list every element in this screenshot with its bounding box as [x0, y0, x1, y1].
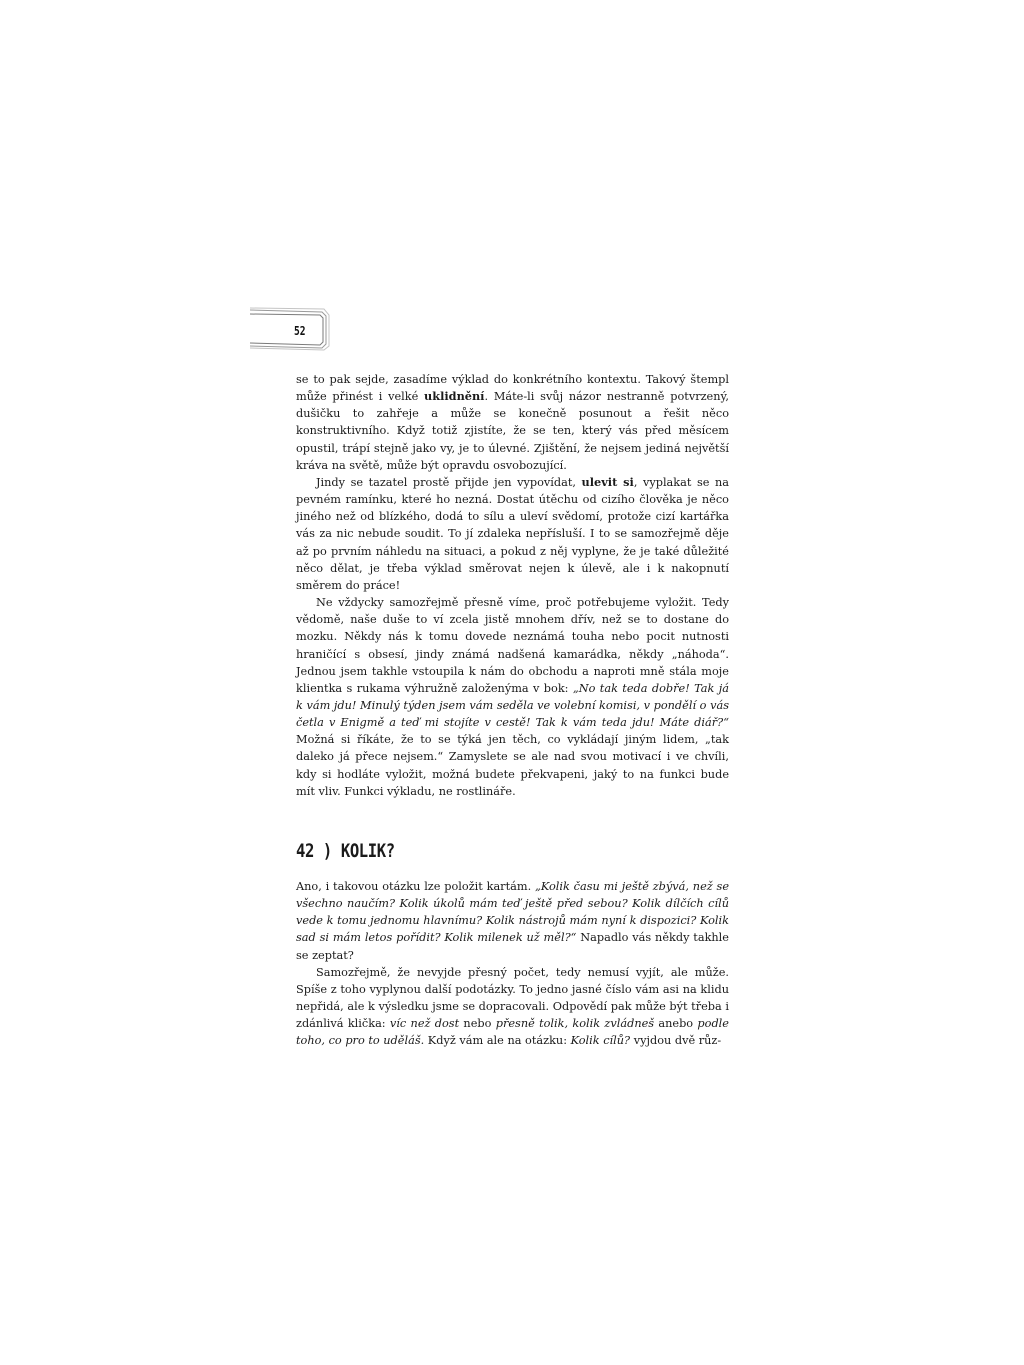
paragraph: Jindy se tazatel prostě přijde jen vypovídat, ulevit si, vyplakat se na pevném ramínku, které ho nezná. Dostat útěchu od cizího člověka je něco jiného než od blízkého, dodá to sílu a uleví svědomí, protože cizí kartářka vás za nic nebude soudit. To jí zdaleka nepřísluší. I to se samozřejmě děje až po prvním náhledu na situaci, a pokud z něj vyplyne, že je také důležité něco dělat, je třeba výklad směrovat nejen k úlevě, ale i k nakopnutí směrem do práce!	[296, 474, 729, 592]
paragraph: Ano, i takovou otázku lze položit kartám. „Kolik času mi ještě zbývá, než se všechno naučím? Kolik úkolů mám teď ještě před sebou? Kolik dílčích cílů vede k tomu jednomu hlavnímu? Kolik nástrojů mám nyní k dispozici? Kolik sad si mám letos pořídit? Kolik milenek už měl?“ Napadlo vás někdy takhle se zeptat?	[296, 880, 730, 962]
page-tab-icon	[250, 306, 334, 354]
paragraph: se to pak sejde, zasadíme výklad do konkrétního kontextu. Takový štempl může přinést i velké uklidnění. Máte-li svůj názor nestranně potvrzený, dušičku to zahřeje a může se konečně posunout a řešit něco konstruktivního. Když totiž zjistíte, že se ten, který vás před měsícem opustil, trápí stejně jako vy, je to úlevné. Zjištění, že nejsem jediná největší kráva na světě, může být opravdu osvobozující.	[296, 373, 729, 472]
page-number: 52	[294, 324, 306, 338]
section-text	[296, 878, 729, 1050]
paragraph: Ne vždycky samozřejmě přesně víme, proč potřebujeme vyložit. Tedy vědomě, naše duše to ví zcela jistě mnohem dřív, než se to dostane do mozku. Někdy nás k tomu dovede neznámá touha nebo pocit nutnosti hraničící s obsesí, jindy známá nadšená kamarádka, někdy „náhoda“. Jednou jsem takhle vstoupila k nám do obchodu a naproti mně stála moje klientka s rukama výhružně založenýma v bok: „No tak teda dobře! Tak já k vám jdu! Minulý týden jsem vám seděla ve volební komisi, v pondělí o vás četla v Enigmě a teď mi stojíte v cestě! Tak k vám teda jdu! Máte diář?“ Možná si říkáte, že to se týká jen těch, co vykládají jiným lidem, „tak daleko já přece nejsem.“ Zamyslete se ale nad svou motivací i ve chvíli, kdy si hodláte vyložit, možná budete překvapeni, jaký to na funkci bude mít vliv. Funkci výkladu, ne rostlináře.	[296, 596, 729, 798]
section-heading: 42 ) KOLIK?	[296, 840, 395, 862]
paragraph: Samozřejmě, že nevyjde přesný počet, tedy nemusí vyjít, ale může. Spíše z toho vyplynou další podotázky. To jedno jasné číslo vám asi na klidu nepřidá, ale k výsledku jsme se dopracovali. Odpovědí pak může být třeba i zdánlivá klička: víc než dost nebo přesně tolik, kolik zvládneš anebo podle toho, co pro to uděláš. Když vám ale na otázku: Kolik cílů? vyjdou dvě růz-	[296, 965, 729, 1048]
page-number-badge	[250, 306, 334, 354]
quote: „Kolik času mi ještě zbývá, než se všechno naučím? Kolik úkolů mám teď ještě před sebou? Kolik dílčích cílů vede k tomu jednomu hlavnímu? Kolik nástrojů mám nyní k dispozici? Kolik sad si mám letos pořídit? Kolik milenek už měl?“	[296, 880, 730, 945]
quote: „No tak teda dobře! Tak já k vám jdu! Minulý týden jsem vám seděla ve volební komisi, v pondělí o vás četla v Enigmě a teď mi stojíte v cestě! Tak k vám teda jdu! Máte diář?“	[296, 681, 729, 730]
emphasis: ulevit si	[581, 474, 634, 489]
body-text	[296, 371, 729, 800]
emphasis: uklidnění	[424, 389, 485, 404]
